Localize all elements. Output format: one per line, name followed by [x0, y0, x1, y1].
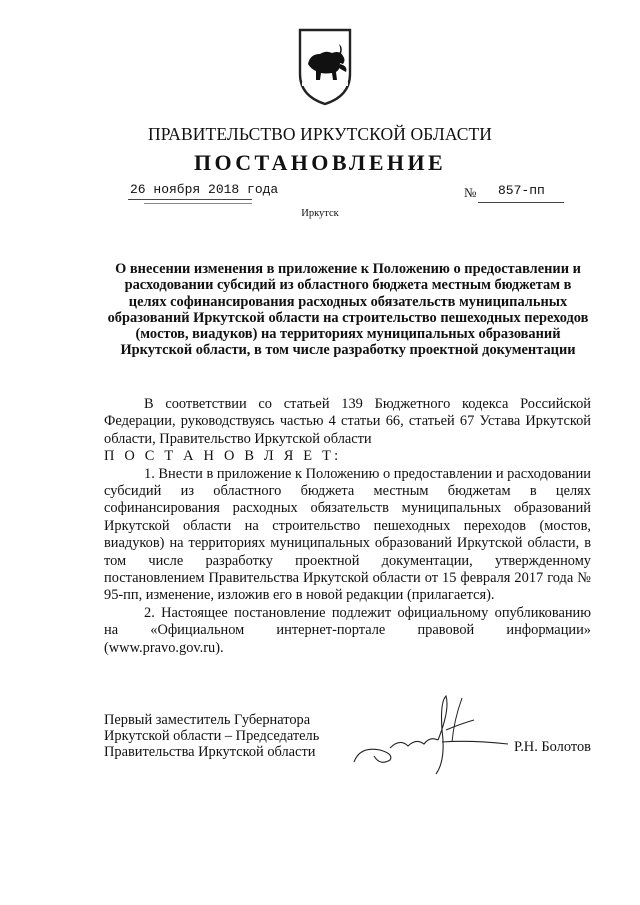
date-underline — [128, 199, 252, 200]
signer-position-line-2: Иркутской области – Председатель — [104, 728, 320, 744]
signer-position-line-1: Первый заместитель Губернатора — [104, 712, 311, 728]
document-type: ПОСТАНОВЛЕНИЕ — [193, 150, 447, 175]
document-body — [104, 396, 591, 657]
signer-name: Р.Н. Болотов — [514, 739, 591, 755]
coat-of-arms-icon — [296, 26, 354, 106]
resolves-heading: П О С Т А Н О В Л Я Е Т: — [104, 448, 342, 465]
number-underline — [478, 202, 564, 203]
item-2-paragraph: 2. Настоящее постановление подлежит официальному опубликованию на «Официальном интернет-портале правовой информации» (www.pravo.gov.ru). — [104, 604, 591, 656]
handwritten-signature — [350, 690, 510, 780]
document-date: 26 ноября 2018 года — [130, 182, 279, 197]
document-number: 857-пп — [498, 183, 545, 198]
number-sign: № — [464, 185, 477, 200]
government-name: ПРАВИТЕЛЬСТВО ИРКУТСКОЙ ОБЛАСТИ — [147, 124, 493, 144]
city-name: Иркутск — [301, 208, 339, 219]
date-underline-secondary — [144, 203, 252, 204]
item-1-paragraph: 1. Внести в приложение к Положению о предоставлении и расходовании субсидий из областного бюджета местным бюджетам в целях софинансирования расходных обязательств муниципальных образований Иркутской области на строительство пешеходных переходов (мостов, виадуков) на территориях муниципальных образований Иркутской области, в том числе разработку проектной документации, утвержденному постановлением Правительства Иркутской области от 15 февраля 2017 года № 95-пп, изменение, изложив его в новой редакции (прилагается). — [104, 465, 591, 604]
preamble-paragraph: В соответствии со статьей 139 Бюджетного кодекса Российской Федерации, руководствуясь частью 4 статьи 66, статьей 67 Устава Иркутской области, Правительство Иркутской области — [104, 396, 591, 447]
document-title: О внесении изменения в приложение к Положению о предоставлении и расходовании субсидий из областного бюджета местным бюджетам в целях софинансирования расходных обязательств муниципальных образований Иркутской области на строительство пешеходных переходов (мостов, виадуков) на территориях муниципальных образований Иркутской области, в том числе разработку проектной документации — [107, 261, 589, 359]
signer-position — [104, 712, 319, 760]
signer-position-line-3: Правительства Иркутской области — [104, 744, 316, 760]
